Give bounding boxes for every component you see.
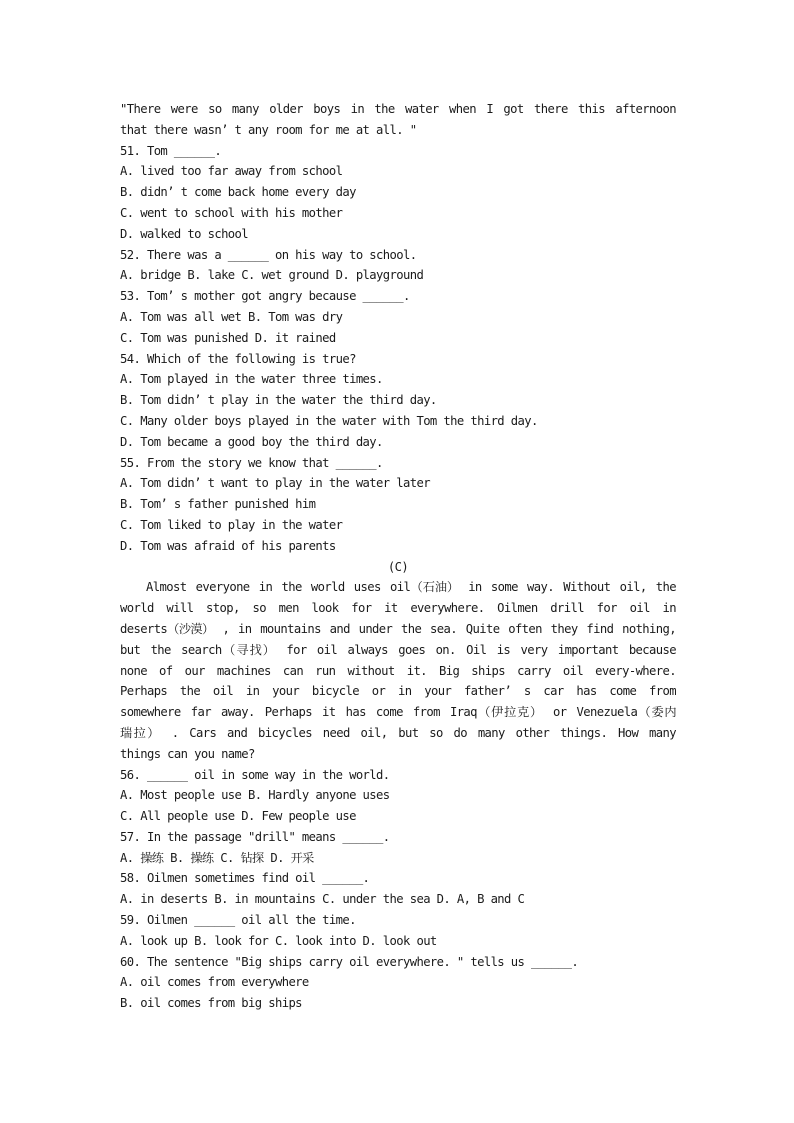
question-56-stem: 56. ______ oil in some way in the world. [120, 767, 390, 782]
question-57-options: A. 操练 B. 操练 C. 钻探 D. 开采 [120, 850, 314, 865]
intro-quote-line-1: "There were so many older boys in the water when I got there this afternoon [120, 102, 676, 116]
question-55-option-d: D. Tom was afraid of his parents [120, 538, 336, 553]
question-59-options: A. look up B. look for C. look into D. look out [120, 933, 437, 948]
question-54-option-c: C. Many older boys played in the water with Tom the third day. [120, 413, 538, 428]
passage-line: somewhere far away. Perhaps it has come from Iraq（伊拉克） or Venezuela（委内 [120, 705, 676, 720]
passage-line: Perhaps the oil in your bicycle or in your father’ s car has come from [120, 684, 676, 699]
passage-line: world will stop, so men look for it everywhere. Oilmen drill for oil in [120, 601, 676, 616]
question-53-options-cd: C. Tom was punished D. it rained [120, 330, 336, 345]
question-60-option-a: A. oil comes from everywhere [120, 975, 309, 990]
question-51-stem: 51. Tom ______. [120, 143, 222, 158]
question-55-option-a: A. Tom didn’ t want to play in the water later [120, 476, 430, 491]
question-54-option-d: D. Tom became a good boy the third day. [120, 434, 383, 449]
question-55-stem: 55. From the story we know that ______. [120, 455, 383, 470]
question-56-options-cd: C. All people use D. Few people use [120, 809, 356, 824]
question-53-options-ab: A. Tom was all wet B. Tom was dry [120, 309, 343, 324]
question-51-option-c: C. went to school with his mother [120, 205, 343, 220]
question-54-stem: 54. Which of the following is true? [120, 351, 356, 366]
section-c-passage [120, 577, 676, 764]
question-51-option-b: B. didn’ t come back home every day [120, 185, 356, 200]
question-58-options: A. in deserts B. in mountains C. under the sea D. A, B and C [120, 892, 525, 907]
question-60-stem: 60. The sentence "Big ships carry oil everywhere. " tells us ______. [120, 954, 579, 969]
question-60-option-b: B. oil comes from big ships [120, 996, 302, 1011]
question-58-stem: 58. Oilmen sometimes find oil ______. [120, 871, 370, 886]
passage-line: but the search（寻找） for oil always goes on. Oil is very important because [120, 642, 676, 657]
question-51-option-a: A. lived too far away from school [120, 164, 343, 179]
question-56-options-ab: A. Most people use B. Hardly anyone uses [120, 788, 390, 803]
section-c-heading: (C) [387, 559, 409, 574]
question-52-options: A. bridge B. lake C. wet ground D. playground [120, 268, 424, 283]
question-52-stem: 52. There was a ______ on his way to school. [120, 247, 417, 262]
passage-line: things can you name? [120, 746, 255, 761]
question-57-stem: 57. In the passage "drill" means ______. [120, 829, 390, 844]
intro-quote-line-2: that there wasn’ t any room for me at all. " [120, 122, 417, 137]
question-59-stem: 59. Oilmen ______ oil all the time. [120, 913, 356, 928]
question-54-option-b: B. Tom didn’ t play in the water the third day. [120, 393, 437, 408]
passage-line: 瑞拉） . Cars and bicycles need oil, but so do many other things. How many [120, 725, 676, 740]
passage-line: Almost everyone in the world uses oil（石油） in some way. Without oil, the [146, 580, 676, 595]
question-51-option-d: D. walked to school [120, 226, 249, 241]
passage-line: none of our machines can run without it. Big ships carry oil every-where. [120, 663, 676, 678]
question-54-option-a: A. Tom played in the water three times. [120, 372, 383, 387]
question-55-option-c: C. Tom liked to play in the water [120, 517, 343, 532]
question-55-option-b: B. Tom’ s father punished him [120, 497, 316, 512]
document-page [120, 99, 676, 1014]
passage-line: deserts（沙漠） , in mountains and under the sea. Quite often they find nothing, [120, 621, 676, 636]
question-53-stem: 53. Tom’ s mother got angry because ______. [120, 289, 410, 304]
